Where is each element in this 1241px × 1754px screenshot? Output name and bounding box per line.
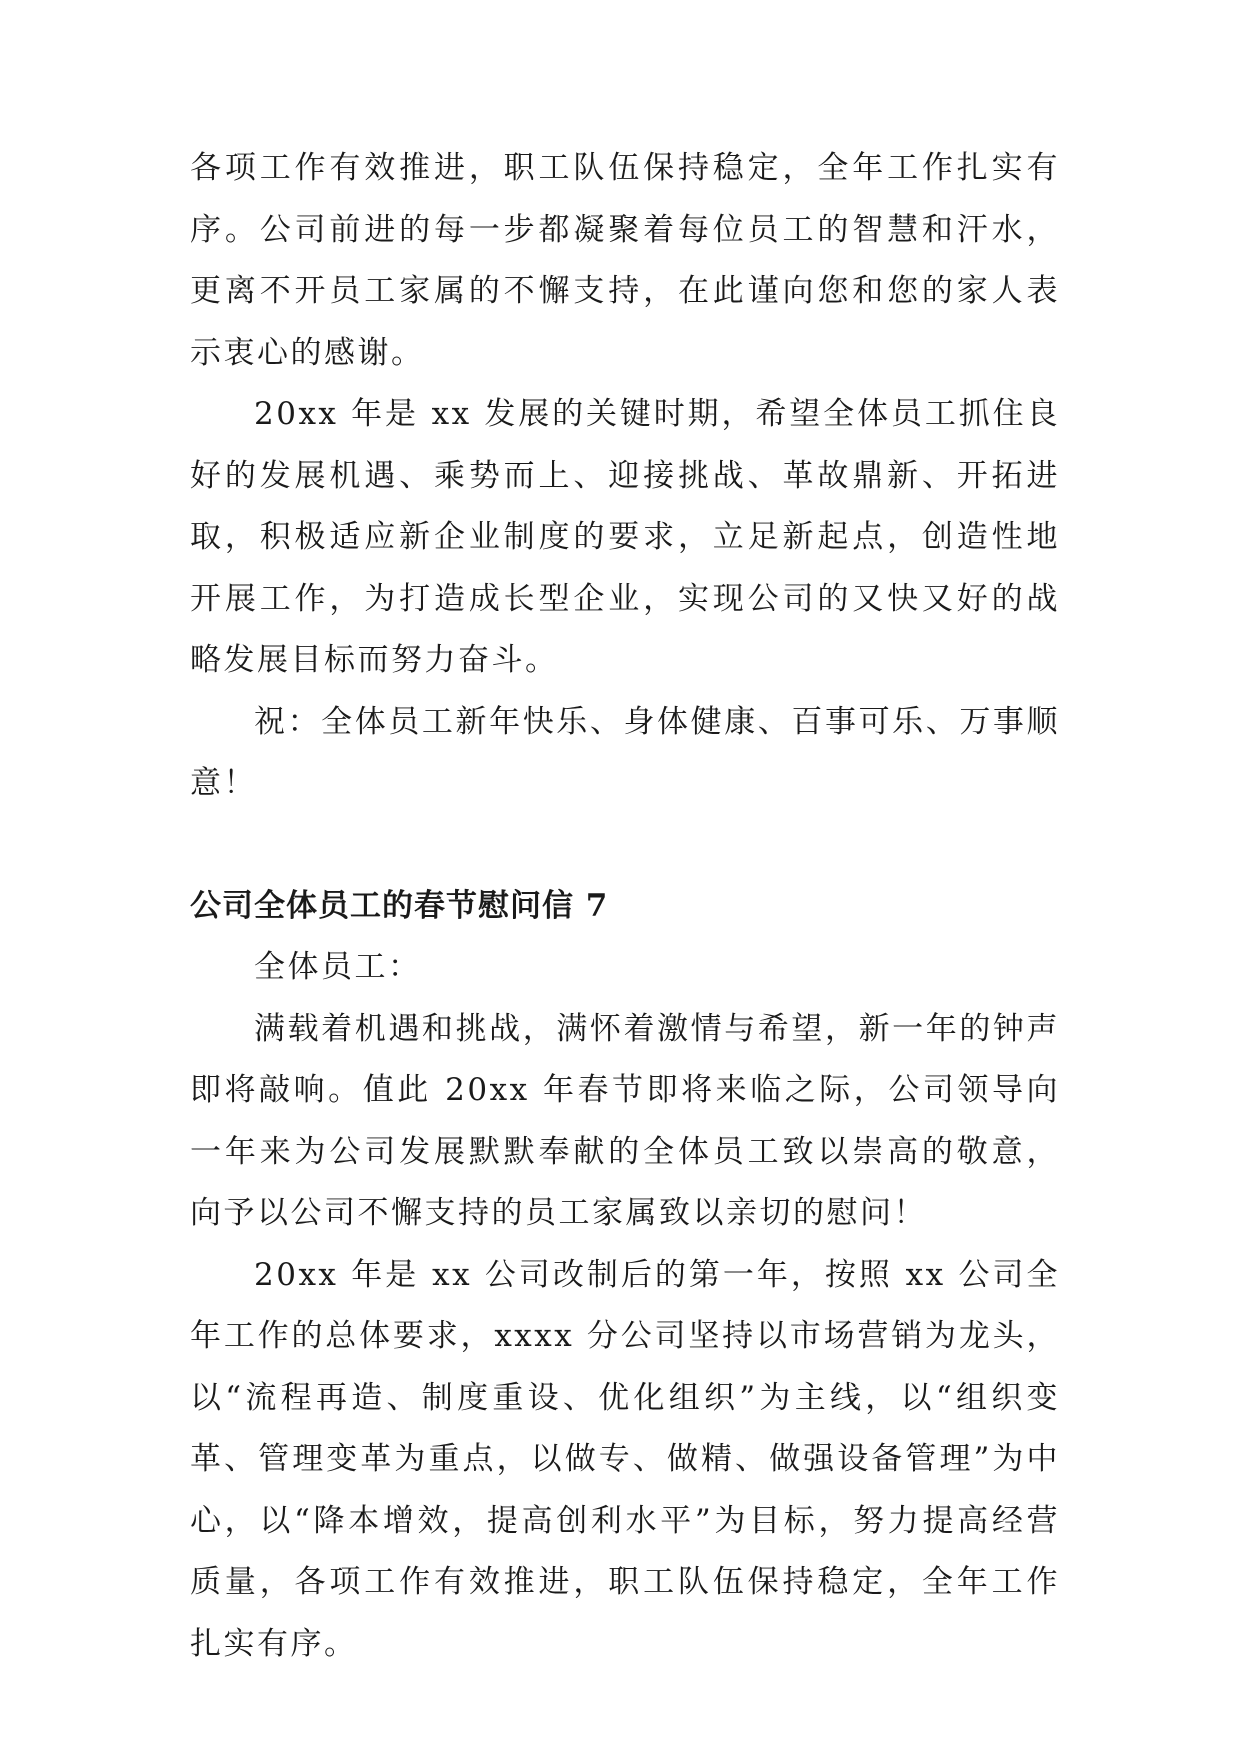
- document-page: [190, 138, 1060, 1675]
- section-title: 公司全体员工的春节慰问信 7: [190, 887, 609, 924]
- paragraph-5: 20xx 年是 xx 公司改制后的第一年，按照 xx 公司全年工作的总体要求，xxxx 分公司坚持以市场营销为龙头，以“流程再造、制度重设、优化组织”为主线，以“组织变革、管理变革为重点，以做专、做精、做强设备管理”为中心，以“降本增效，提高创利水平”为目标，努力提高经营质量，各项工作有效推进，职工队伍保持稳定，全年工作扎实有序。: [190, 1256, 1060, 1662]
- paragraph-2: 20xx 年是 xx 发展的关键时期，希望全体员工抓住良好的发展机遇、乘势而上、迎接挑战、革故鼎新、开拓进取，积极适应新企业制度的要求，立足新起点，创造性地开展工作，为打造成长型企业，实现公司的又快又好的战略发展目标而努力奋斗。: [190, 396, 1060, 678]
- paragraph-4: 满载着机遇和挑战，满怀着激情与希望，新一年的钟声即将敲响。值此 20xx 年春节即将来临之际，公司领导向一年来为公司发展默默奉献的全体员工致以崇高的敬意，向予以公司不懈支持的员工家属致以亲切的慰问！: [190, 1010, 1060, 1231]
- paragraph-3: 祝：全体员工新年快乐、身体健康、百事可乐、万事顺意！: [190, 703, 1060, 801]
- paragraph-1: 各项工作有效推进，职工队伍保持稳定，全年工作扎实有序。公司前进的每一步都凝聚着每位员工的智慧和汗水，更离不开员工家属的不懈支持，在此谨向您和您的家人表示衷心的感谢。: [190, 150, 1060, 371]
- salutation: 全体员工：: [254, 949, 422, 985]
